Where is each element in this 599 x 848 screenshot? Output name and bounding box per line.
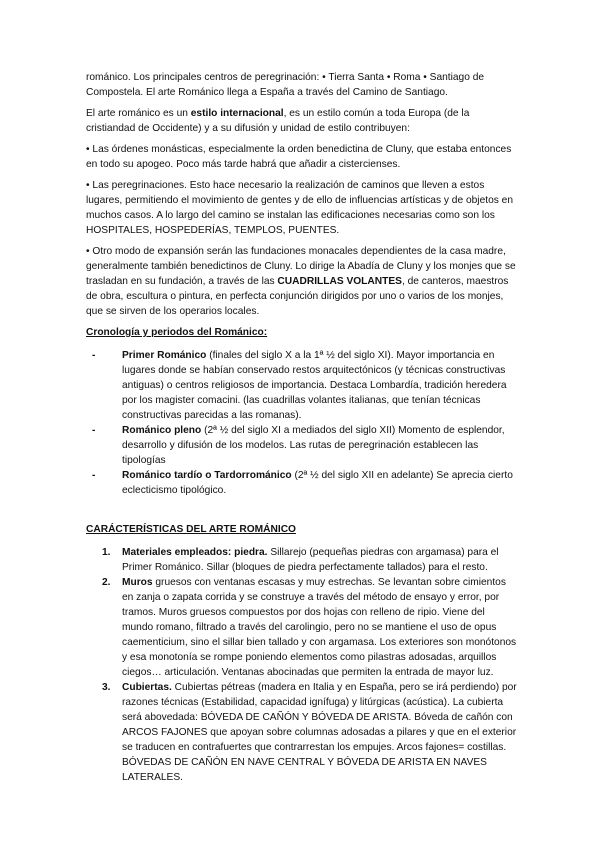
item-number: 3.: [102, 682, 111, 693]
characteristics-list: [86, 545, 518, 785]
characteristics-item: [86, 680, 518, 785]
intro-p4-pre: • Otro modo de expansión serán las fundaciones monacales dependientes de la casa madre, generalmente también benedictinos de Cluny. Lo dirige la Abadía de Cluny y los monjes que se trasladan en su fundación, a través de las: [86, 246, 516, 287]
list-marker: -: [92, 470, 96, 481]
chronology-item-text: (2ª ½ del siglo XII en adelante) Se aprecia cierto eclecticismo tipológico.: [122, 470, 513, 496]
intro-paragraph-2: • Las órdenes monásticas, especialmente la orden benedictina de Cluny, que estaba entonces en todo su apogeo. Poco más tarde habrá que añadir a cistercienses.: [86, 144, 512, 170]
intro-p1-post: , es un estilo común a toda Europa (de la cristiandad de Occidente) y a su difusión y unidad de estilo contribuyen:: [86, 108, 470, 134]
chronology-heading: Cronología y periodos del Románico:: [86, 327, 268, 338]
characteristics-heading: CARÁCTERÍSTICAS DEL ARTE ROMÁNICO: [86, 524, 296, 535]
characteristics-item-text: Cubiertas pétreas (madera en Italia y en España, pero se irá perdiendo) por razones técnicas (Estabilidad, capacidad ignífuga) y litúrgicas (acústica). La cubierta será abovedada: BÓVEDA DE CAÑÓN Y BÓVEDA DE ARISTA. Bóveda de cañón con ARCOS FAJONES que apoyan sobre columnas adosadas a pilares y que en el exterior se traducen en contrafuertes que contrarrestan los empujes. Arcos fajones= costillas. BÓVEDAS DE CAÑÓN EN NAVE CENTRAL Y BÓVEDA DE ARISTA EN NAVES LATERALES.: [122, 682, 517, 783]
characteristics-item: [86, 545, 518, 575]
chronology-item: [86, 423, 518, 468]
list-marker: -: [92, 425, 96, 436]
intro-paragraph-3: • Las peregrinaciones. Esto hace necesario la realización de caminos que lleven a estos lugares, permitiendo el movimiento de gentes y de ello de influencias artísticas y de objetos en muchos casos. A lo largo del camino se instalan las edificaciones necesarias como son los HOSPITALES, HOSPEDERÍAS, TEMPLOS, PUENTES.: [86, 180, 513, 236]
characteristics-item-title: Materiales empleados: piedra.: [122, 547, 268, 558]
intro-p4-bold: CUADRILLAS VOLANTES: [277, 276, 402, 287]
chronology-item-title: Románico tardío o Tardorrománico: [122, 470, 292, 481]
characteristics-item: [86, 575, 518, 680]
chronology-item: [86, 468, 518, 498]
characteristics-item-text: gruesos con ventanas escasas y muy estrechas. Se levantan sobre cimientos en zanja o zapata corrida y se construye a través del método de ensayo y error, por tramos. Muros gruesos compuestos por dos hojas con relleno de ripio. Viene del mundo romano, filtrado a través del carolingio, pero no se mantiene el uso de opus caementicium, sino el sillar bien tallado y con argamasa. Los exteriores son monótonos y esa monotonía se rompe poniendo elementos como pilastras adosadas, arquillos ciegos… articulación. Ventanas abocinadas que permiten la entrada de mayor luz.: [122, 577, 517, 678]
section-spacer: [86, 498, 518, 522]
characteristics-item-text: Sillarejo (pequeñas piedras con argamasa) para el Primer Románico. Sillar (bloques de piedra perfectamente tallados) para el resto.: [122, 547, 499, 573]
intro-paragraph-1: [86, 106, 518, 136]
chronology-item-title: Románico pleno: [122, 425, 202, 436]
document-page: [86, 70, 518, 785]
characteristics-item-title: Muros: [122, 577, 153, 588]
intro-p1-bold: estilo internacional: [190, 108, 284, 119]
intro-paragraph-0: románico. Los principales centros de peregrinación: • Tierra Santa • Roma • Santiago de Compostela. El arte Románico llega a España a través del Camino de Santiago.: [86, 72, 485, 98]
intro-p4-post: , de canteros, maestros de obra, escultura o pintura, en perfecta conjunción dirigidos por uno o varios de los monjes, que se sirven de los operarios locales.: [86, 276, 509, 317]
intro-p1-pre: El arte románico es un: [86, 108, 191, 119]
intro-paragraph-4: [86, 244, 518, 319]
chronology-list: [86, 348, 518, 498]
item-number: 2.: [102, 577, 111, 588]
chronology-item-title: Primer Románico: [122, 350, 207, 361]
characteristics-item-title: Cubiertas.: [122, 682, 172, 693]
chronology-item-text: (2ª ½ del siglo XI a mediados del siglo XII) Momento de esplendor, desarrollo y difusión de los modelos. Las rutas de peregrinación establecen las tipologías: [122, 425, 505, 466]
list-marker: -: [92, 350, 96, 361]
chronology-item: [86, 348, 518, 423]
item-number: 1.: [102, 547, 111, 558]
chronology-item-text: (finales del siglo X a la 1ª ½ del siglo XI). Mayor importancia en lugares donde se habían conservado restos arquitectónicos (y técnicas constructivas antiguas) o centros religiosos de importancia. Destaca Lombardía, tradición heredera por los magister comacini. (las cuadrillas volantes italianas, que tenían técnicas constructivas parecidas a las romanas).: [122, 350, 507, 421]
